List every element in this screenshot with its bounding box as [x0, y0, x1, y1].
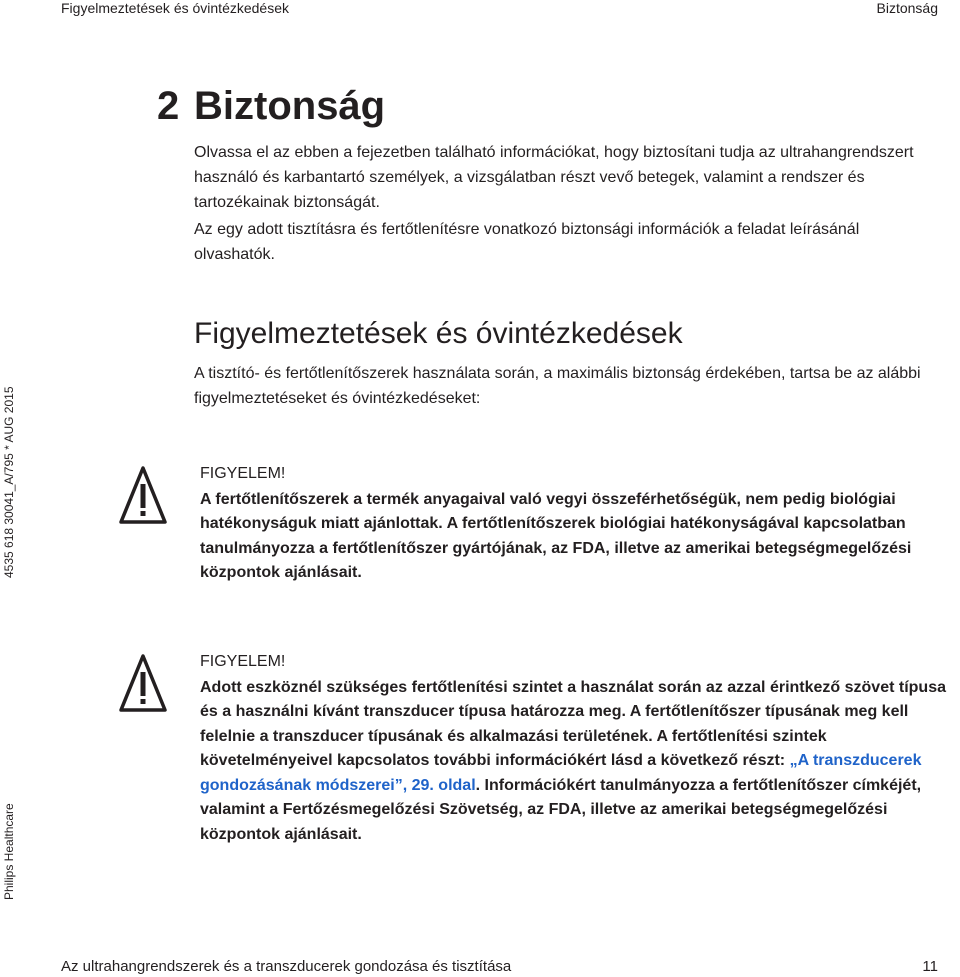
intro-paragraph-2: Az egy adott tisztításra és fertőtlenítésre vonatkozó biztonsági információk a feladat leírásánál olvashatók.	[194, 221, 860, 263]
section-title: Figyelmeztetések és óvintézkedések	[194, 317, 683, 350]
running-header-right: Biztonság	[876, 0, 938, 16]
chapter-title: Biztonság	[194, 84, 386, 128]
warning-text-after: . Információkért tanulmányozza a fertőtlenítőszer címkéjét, valamint a Fertőzésmegelőzési Szövetség, az FDA, illetve az amerikai betegségmegelőzési központok ajánlásait.	[200, 776, 922, 843]
warning-label: FIGYELEM!	[200, 653, 286, 670]
page-number: 11	[922, 958, 938, 975]
brand-name: Philips Healthcare	[2, 803, 16, 900]
intro-paragraph-1: Olvassa el az ebben a fejezetben található információkat, hogy biztosítani tudja az ultrahangrendszert használó és karbantartó személyek, a vizsgálatban részt vevő betegek, valamint a rendszer és tartozékainak biztonságát.	[194, 144, 914, 211]
warning-text-before: Adott eszköznél szükséges fertőtlenítési szintet a használat során az azzal érintkező szövet típusa és a használni kívánt transzducer típusa határozza meg. A fertőtlenítőszer típusának meg kell felelnie a transzducer típusának és alkalmazási területének. A fertőtlenítési szintek követelményeivel kapcsolatos további információkért lásd a következő részt:	[200, 678, 946, 769]
warning-block-2	[200, 650, 952, 847]
warning-label: FIGYELEM!	[200, 465, 286, 482]
chapter-number: 2	[157, 84, 180, 128]
warning-block-1	[200, 462, 952, 586]
warning-text	[200, 676, 952, 848]
cross-reference-link[interactable]: „A transzducerek gondozásának módszerei”, 29. oldal	[200, 752, 922, 794]
warning-triangle-icon	[118, 464, 168, 526]
section-intro: A tisztító- és fertőtlenítőszerek használata során, a maximális biztonság érdekében, tartsa be az alábbi figyelmeztetéseket és óvintézkedéseket:	[194, 365, 921, 407]
footer-title: Az ultrahangrendszerek és a transzducerek gondozása és tisztítása	[61, 958, 512, 975]
document-code: 4535 618 30041_A/795 * AUG 2015	[2, 386, 16, 578]
warning-triangle-icon	[118, 652, 168, 714]
warning-text: A fertőtlenítőszerek a termék anyagaival való vegyi összeférhetőségük, nem pedig biológiai hatékonyságuk miatt ajánlottak. A fertőtlenítőszerek biológiai hatékonyságával kapcsolatban tanulmányozza a fertőtlenítőszer gyártójának, az FDA, illetve az amerikai betegségmegelőzési központok ajánlásait.	[200, 490, 912, 581]
running-header-left: Figyelmeztetések és óvintézkedések	[61, 0, 289, 16]
